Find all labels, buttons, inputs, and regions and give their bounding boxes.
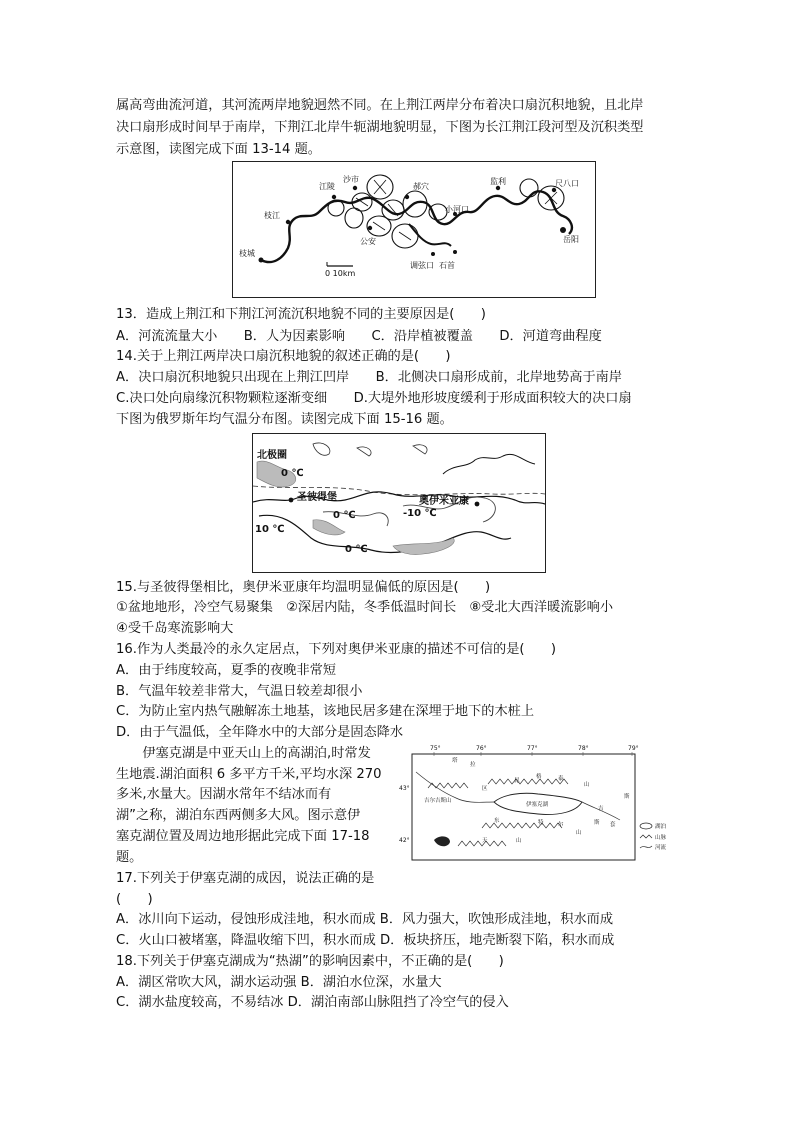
place-tiaoxiankou: 调弦口	[410, 261, 434, 270]
q15-stem: 15.与圣彼得堡相比，奥伊米亚康年均温明显偏低的原因是( )	[116, 580, 491, 595]
oymyakon-label: 奥伊米亚康	[419, 496, 469, 507]
issyk-kul-map	[398, 742, 670, 870]
range-char: 山	[576, 830, 582, 836]
range-char: 尔	[558, 822, 564, 828]
intro-line-2: 决口扇形成时间早于南岸，下荆江北岸牛轭湖地貌明显，下图为长江荆江段河型及沉积类型	[116, 120, 644, 135]
q18-options-1: A．湖区常吹大风，湖水运动强 B．湖泊水位深，水量大	[116, 975, 442, 990]
st-petersburg-label: 圣彼得堡	[297, 492, 337, 503]
lat-43: 43°	[399, 785, 410, 792]
scale-label: 0 10km	[325, 269, 356, 278]
q16-stem: 16.作为人类最冷的永久定居点，下列对奥伊米亚康的描述不可信的是( )	[116, 642, 557, 657]
intro3-line-5: 塞克湖位置及周边地形据此完成下面 17-18	[116, 829, 370, 844]
place-chibakou: 尺八口	[555, 179, 579, 188]
range-char: 吉	[598, 806, 604, 812]
arctic-circle-label: 北极圈	[257, 450, 287, 461]
lon-78: 78°	[578, 745, 589, 752]
q18-options-2: C．湖水盐度较高，不易结冰 D．湖泊南部山脉阻挡了冷空气的侵入	[116, 995, 509, 1010]
q16-option-a: A．由于纬度较高，夏季的夜晚非常短	[116, 663, 337, 678]
q16-option-b: B．气温年较差非常大，气温日较差却很小	[116, 684, 363, 699]
range-char: 区	[482, 786, 488, 792]
q13-options: A．河流流量大小 B．人为因素影响 C．沿岸植被覆盖 D．河道弯曲程度	[116, 329, 602, 344]
map3-legend	[640, 822, 667, 851]
intro3-line-3: 多米,水量大。因湖水常年不结冰而有	[116, 787, 332, 802]
range-char: 格	[536, 774, 542, 780]
range-char: 山	[516, 838, 522, 844]
place-jianli: 监利	[490, 177, 506, 186]
intro-line-1: 属高弯曲流河道，其河流两岸地貌迥然不同。在上荆江两岸分布着决口扇沉积地貌，且北岸	[116, 98, 644, 113]
q15-options-2: ④受千岛寒流影响大	[116, 621, 234, 636]
place-shashi: 沙市	[343, 175, 359, 184]
intro3-line-2: 生地震.湖泊面积 6 多平方千米,平均水深 270	[116, 767, 382, 782]
place-zhicheng: 枝城	[239, 249, 255, 258]
q18-stem: 18.下列关于伊塞克湖成为“热湖”的影响因素中，不正确的是( )	[116, 954, 504, 969]
lon-76: 76°	[476, 745, 487, 752]
intro3-line-4: 湖”之称，湖泊东西两侧多大风。图示意伊	[116, 808, 361, 823]
lon-79: 79°	[628, 745, 639, 752]
isotherm-minus10c: -10 ℃	[403, 508, 437, 519]
lon-77: 77°	[527, 745, 538, 752]
q17-stem: 17.下列关于伊塞克湖的成因，说法正确的是	[116, 871, 375, 886]
range-char: 昆	[514, 778, 520, 784]
jingjiang-river-map	[232, 161, 596, 298]
q14-stem: 14.关于上荆江两岸决口扇沉积地貌的叙述正确的是( )	[116, 349, 451, 364]
place-shishou: 石首	[439, 261, 455, 270]
st-petersburg-dot	[289, 498, 294, 503]
issyk-kul-label: 伊塞克湖	[526, 802, 549, 808]
isotherm-10c: 10 ℃	[255, 524, 285, 535]
russia-temperature-map	[252, 433, 546, 573]
q17-options-2: C．火山口被堵塞，降温收缩下凹，积水而成 D．板块挤压，地壳断裂下陷，积水而成	[116, 933, 615, 948]
range-char: 东	[494, 818, 500, 824]
place-haoxue: 郝穴	[413, 182, 429, 191]
oymyakon-dot	[475, 502, 480, 507]
q16-option-c: C．为防止室内热气融解冻土地基，该地民居多建在深埋于地下的木桩上	[116, 704, 535, 719]
intro-line-3: 示意图，读图完成下面 13-14 题。	[116, 142, 321, 157]
place-zhijiang: 枝江	[264, 211, 280, 220]
range-char: 天	[482, 838, 488, 844]
isotherm-0c-central: 0 ℃	[333, 510, 356, 521]
q13-stem: 13．造成上荆江和下荆江河流沉积地貌不同的主要原因是( )	[116, 307, 486, 322]
range-char: 斯	[594, 820, 600, 826]
q15-options-1: ①盆地地形，冷空气易聚集 ②深居内陆，冬季低温时间长 ⑧受北大西洋暖流影响小	[116, 600, 614, 615]
range-char: 特	[538, 820, 544, 826]
isotherm-0c-south: 0 ℃	[345, 544, 368, 555]
legend-river: 河流	[655, 845, 667, 851]
q17-paren: ( )	[116, 892, 153, 907]
range-char: 山	[584, 782, 590, 788]
isotherm-0c-north: 0 ℃	[281, 468, 304, 479]
range-char: 斯	[624, 794, 630, 800]
q16-option-d: D．由于气温低，全年降水中的大部分是固态降水	[116, 725, 404, 740]
place-gongan: 公安	[360, 237, 376, 246]
range-char: 塔	[452, 758, 458, 764]
legend-mountain: 山脉	[655, 835, 667, 841]
place-yueyang: 岳阳	[563, 235, 579, 244]
q14-options-2: C.决口处向扇缘沉积物颗粒逐渐变细 D.大堤外地形坡度缓利于形成面积较大的决口扇	[116, 391, 632, 406]
place-jiangling: 江陵	[319, 182, 335, 191]
place-xiaohekou: 小河口	[445, 205, 469, 214]
intro-15-16: 下图为俄罗斯年均气温分布图。读图完成下面 15-16 题。	[116, 412, 453, 427]
lat-42: 42°	[399, 837, 410, 844]
q17-options-1: A．冰川向下运动，侵蚀形成洼地，积水而成 B．风力强大，吹蚀形成洼地，积水而成	[116, 912, 614, 927]
q14-options-1: A．决口扇沉积地貌只出现在上荆江凹岸 B．北侧决口扇形成前，北岸地势高于南岸	[116, 370, 623, 385]
kyrgyz-range-label: 吉尔吉斯山	[424, 798, 452, 804]
legend-lake: 湖泊	[655, 824, 667, 830]
range-char: 套	[610, 822, 616, 828]
lon-75: 75°	[430, 745, 441, 752]
range-char: 泰	[558, 776, 564, 782]
intro3-line-1: 伊塞克湖是中亚天山上的高湖泊,时常发	[116, 746, 371, 761]
range-char: 拉	[470, 762, 476, 768]
intro3-line-6: 题。	[116, 850, 143, 865]
